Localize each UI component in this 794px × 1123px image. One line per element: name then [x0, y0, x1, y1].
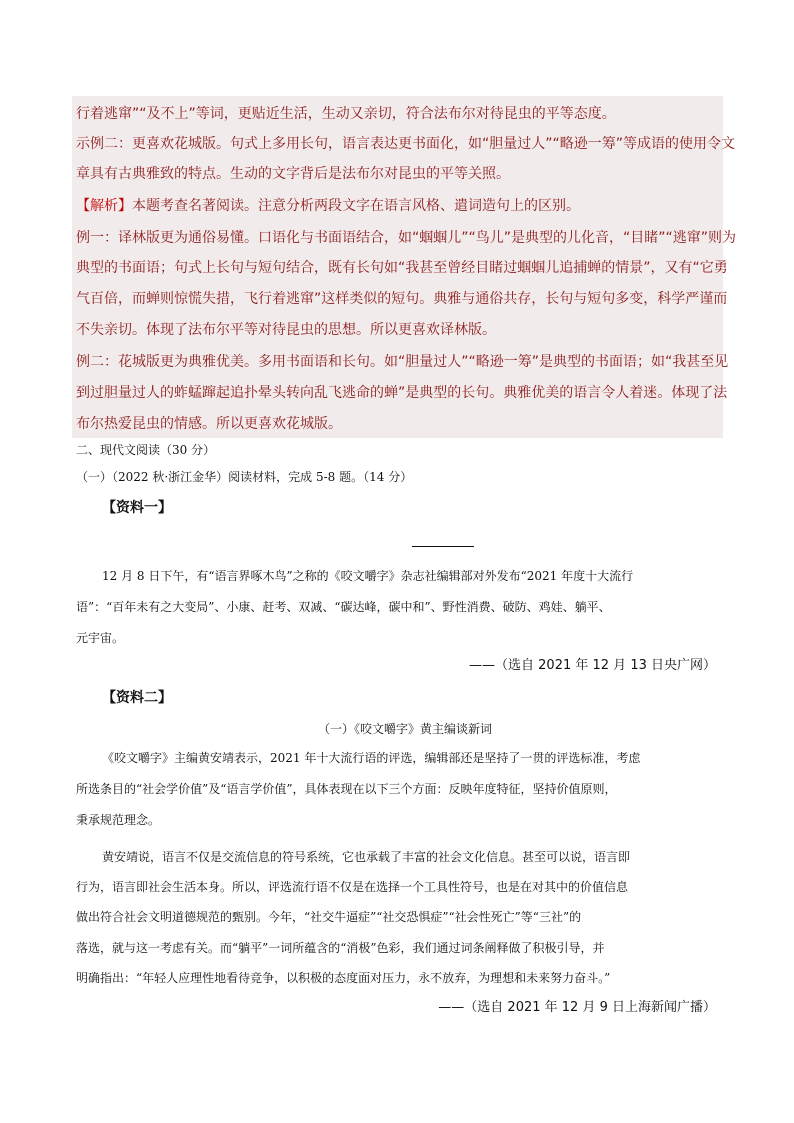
analysis-line	[76, 196, 580, 216]
answer-line: 行着逃窜”“及不上”等词，更贴近生活，生动又亲切，符合法布尔对待昆虫的平等态度。	[76, 106, 616, 122]
material1-source: ——（选自 2021 年 12 月 13 日央广网）	[469, 658, 716, 673]
material1-line: 12 月 8 日下午，有“语言界啄木鸟”之称的《咬文嚼字》杂志社编辑部对外发布“2021 年度十大流行	[102, 569, 634, 583]
material1-line: 语”：“百年未有之大变局”、小康、赶考、双减、“碳达峰，碳中和”、野性消费、破防、鸡娃、躺平、	[76, 600, 611, 614]
analysis-line: 典型的书面语；句式上长句与短句结合，既有长句如“我甚至曾经目睹过蝈蝈儿追捕蝉的情景”，又有“它勇	[76, 260, 728, 276]
material2-line: 《咬文嚼字》主编黄安靖表示，2021 年十大流行语的评选，编辑部还是坚持了一贯的评选标准，考虑	[102, 751, 641, 765]
material2-line: 黄安靖说，语言不仅是交流信息的符号系统，它也承载了丰富的社会文化信息。甚至可以说，语言即	[102, 850, 631, 864]
section-heading: 二、现代文阅读（30 分）	[76, 443, 216, 457]
material2-line: 做出符合社会文明道德规范的甄别。今年，“社交牛逼症”“社交恐惧症”“社会性死亡”等“三社”的	[76, 910, 582, 924]
analysis-intro: 本题考查名著阅读。注意分析两段文字在语言风格、遣词造句上的区别。	[132, 198, 580, 214]
material2-line: 行为，语言即社会生活本身。所以，评选流行语不仅是在选择一个工具性符号，也是在对其中的价值信息	[76, 880, 629, 894]
analysis-line: 例二：花城版更为典雅优美。多用书面语和长句。如“胆量过人”“略逊一筹”是典型的书面语；如“我甚至见	[76, 354, 729, 370]
analysis-line: 不失亲切。体现了法布尔平等对待昆虫的思想。所以更喜欢译林版。	[76, 322, 496, 338]
material2-label: 【资料二】	[102, 690, 172, 706]
answer-line: 示例二：更喜欢花城版。句式上多用长句，语言表达更书面化，如“胆量过人”“略逊一筹”等成语的使用令文	[76, 136, 736, 152]
material2-line: 所选条目的“社会学价值”及“语言学价值”，具体表现在以下三个方面：反映年度特征，坚持价值原则，	[76, 782, 617, 796]
material2-line: 落选，就与这一考虑有关。而“躺平”一词所蕴含的“消极”色彩，我们通过词条阐释做了积极引导，并	[76, 941, 605, 955]
analysis-tag: 【解析】	[76, 198, 132, 214]
section-subheading: （一）（2022 秋·浙江金华）阅读材料，完成 5-8 题。（14 分）	[76, 470, 413, 484]
material1-label: 【资料一】	[102, 500, 172, 516]
material2-title: （一）《咬文嚼字》黄主编谈新词	[318, 722, 493, 736]
blank-title-line	[412, 546, 474, 547]
material2-line: 明确指出：“年轻人应理性地看待竞争，以积极的态度面对压力，永不放弃，为理想和未来努力奋斗。”	[76, 971, 611, 985]
analysis-line: 气百倍，而蝉则惊慌失措，飞行着逃窜”这样类似的短句。典雅与通俗共存，长句与短句多变，科学严谨而	[76, 291, 728, 307]
material2-source: ——（选自 2021 年 12 月 9 日上海新闻广播）	[438, 1000, 716, 1015]
analysis-line: 例一：译林版更为通俗易懂。口语化与书面语结合，如“蝈蝈儿”“鸟儿”是典型的儿化音，“目睹”“逃窜”则为	[76, 230, 737, 246]
analysis-line: 布尔热爱昆虫的情感。所以更喜欢花城版。	[76, 416, 342, 432]
answer-line: 章具有古典雅致的特点。生动的文字背后是法布尔对昆虫的平等关照。	[76, 166, 510, 182]
material1-line: 元宇宙。	[76, 631, 125, 645]
material2-line: 秉承规范理念。	[76, 813, 161, 827]
analysis-line: 到过胆量过人的蚱蜢蹿起追扑晕头转向乱飞逃命的蝉”是典型的长句。典雅优美的语言令人着迷。体现了法	[76, 385, 728, 401]
